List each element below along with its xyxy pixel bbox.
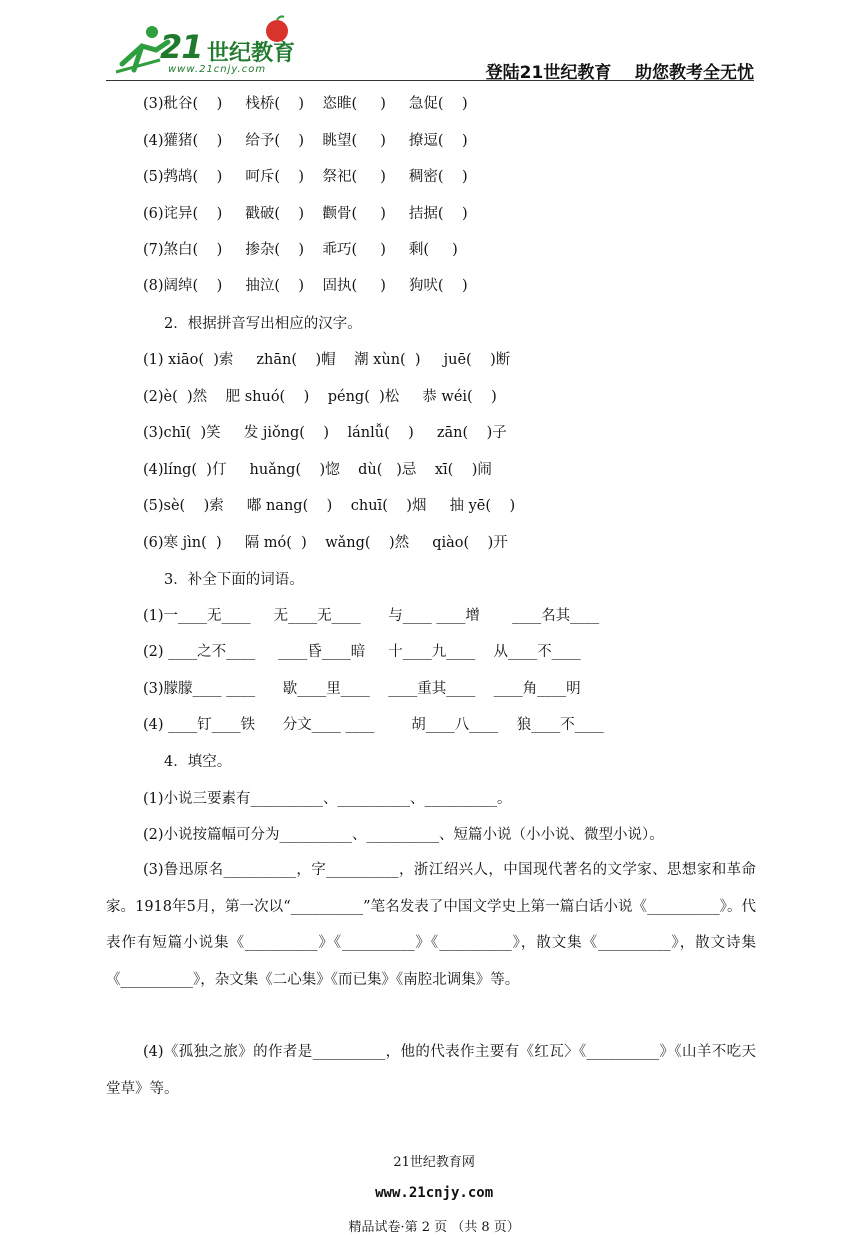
- q2-title: 2．根据拼音写出相应的汉字。: [164, 316, 362, 332]
- q2-line-3: (3)chī( )笑 发 jiǒng( ) lánlǚ( ) zān( )子: [143, 425, 507, 441]
- logo-url: www.21cnjy.com: [168, 64, 267, 75]
- footer-site: 21世纪教育网: [393, 1155, 475, 1170]
- q4-paragraph-3-text: (3)鲁迅原名__________，字__________，浙江绍兴人，中国现代著名的文学家、思想家和革命家。1918年5月，第一次以“__________”笔名发表了中国文学史上第一篇白话小说《__________》。代表作有短篇小说集《__________》《__________》《__________》，散文集《__________》，散文诗集《__________》，杂文集《二心集》《而已集》《南腔北调集》等。: [106, 862, 756, 988]
- q2-line-4: (4)líng( )仃 huǎng( )惚 dù( )忌 xī( )闹: [143, 462, 492, 478]
- page-header: [0, 0, 860, 82]
- q4-title: 4．填空。: [164, 754, 232, 770]
- q3-line-2: (2) ____之不____ ____昏____暗 十____九____ 从____不____: [143, 644, 581, 660]
- footer-url: www.21cnjy.com: [375, 1185, 494, 1201]
- q4-line-1: (1)小说三要素有__________、__________、__________。: [143, 791, 512, 807]
- q3-title: 3．补全下面的词语。: [164, 572, 304, 588]
- q4-line-2: (2)小说按篇幅可分为__________、__________、短篇小说（小小说、微型小说）。: [143, 827, 664, 843]
- q2-line-2: (2)è( )然 肥 shuó( ) péng( )松 恭 wéi( ): [143, 389, 497, 405]
- q2-line-1: (1) xiāo( )索 zhān( )帽 潮 xùn( ) juē( )断: [143, 352, 511, 368]
- q2-line-5: (5)sè( )索 嘟 nang( ) chuī( )烟 抽 yē( ): [143, 498, 516, 514]
- q4-paragraph-4: [106, 1034, 756, 1107]
- header-divider: [106, 80, 754, 81]
- q3-line-3: (3)朦朦____ ____ 歇____里____ ____重其____ ____角____明: [143, 681, 581, 697]
- q1-line-8: (8)阔绰( ) 抽泣( ) 固执( ) 狗吠( ): [143, 278, 468, 294]
- logo-number: 21: [160, 28, 203, 66]
- q3-line-4: (4) ____钉____铁 分文____ ____ 胡____八____ 狼____不____: [143, 717, 604, 733]
- page-footer: [0, 1136, 860, 1235]
- q1-line-4: (4)獾猪( ) 给予( ) 眺望( ) 撩逗( ): [143, 133, 468, 149]
- footer-page-info: 精品试卷·第 2 页 （共 8 页）: [348, 1220, 520, 1235]
- q1-line-7: (7)煞白( ) 掺杂( ) 乖巧( ) 剩( ): [143, 242, 458, 258]
- q4-paragraph-3: [106, 852, 756, 998]
- logo-text: 世纪教育: [207, 41, 296, 66]
- site-logo: [112, 20, 312, 76]
- q4-paragraph-4-text: (4)《孤独之旅》的作者是__________，他的代表作主要有《红瓦〉《__________》《山羊不吃天堂草》等。: [106, 1044, 756, 1097]
- q3-line-1: (1)一____无____ 无____无____ 与____ ____增 ____名其____: [143, 608, 600, 624]
- q1-line-6: (6)诧异( ) 戳破( ) 颧骨( ) 拮据( ): [143, 206, 468, 222]
- q1-line-5: (5)鹁鸪( ) 呵斥( ) 祭祀( ) 稠密( ): [143, 169, 468, 185]
- q2-line-6: (6)寒 jìn( ) 隔 mó( ) wǎng( )然 qiào( )开: [143, 535, 508, 551]
- header-slogan: 登陆21世纪教育 助您教考全无忧: [485, 63, 754, 83]
- q1-line-3: (3)秕谷( ) 栈桥( ) 恣睢( ) 急促( ): [143, 96, 468, 112]
